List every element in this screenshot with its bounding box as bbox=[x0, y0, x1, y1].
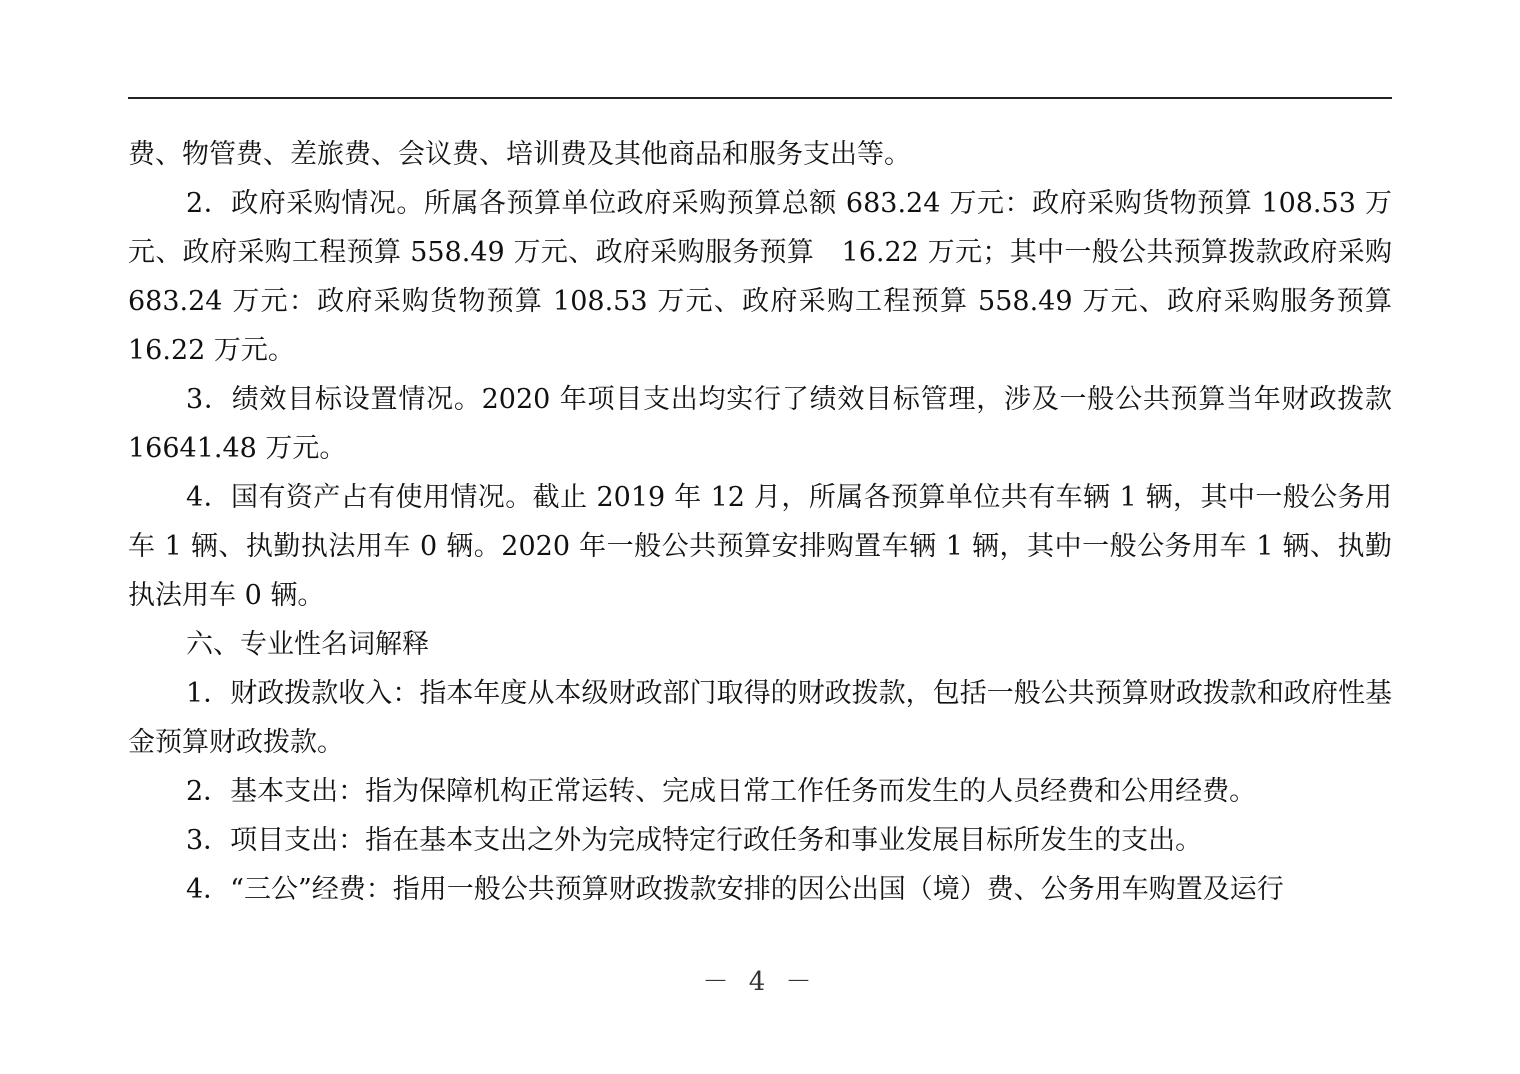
paragraph-government-procurement: 2．政府采购情况。所属各预算单位政府采购预算总额 683.24 万元：政府采购货物预算 108.53 万元、政府采购工程预算 558.49 万元、政府采购服务预算 16.22 万元；其中一般公共预算拨款政府采购 683.24 万元：政府采购货物预算 108.53 万元、政府采购工程预算 558.49 万元、政府采购服务预算 16.22 万元。 bbox=[128, 188, 1392, 366]
paragraph-continuation: 费、物管费、差旅费、会议费、培训费及其他商品和服务支出等。 bbox=[128, 139, 911, 170]
header-rule bbox=[128, 97, 1392, 99]
document-body bbox=[128, 130, 1392, 914]
paragraph-term-fiscal-appropriation: 1．财政拨款收入：指本年度从本级财政部门取得的财政拨款，包括一般公共预算财政拨款和政府性基金预算财政拨款。 bbox=[128, 678, 1392, 758]
paragraph-term-project-expenditure: 3．项目支出：指在基本支出之外为完成特定行政任务和事业发展目标所发生的支出。 bbox=[186, 825, 1203, 856]
paragraph-performance-targets: 3．绩效目标设置情况。2020 年项目支出均实行了绩效目标管理，涉及一般公共预算当年财政拨款 16641.48 万元。 bbox=[128, 384, 1392, 464]
section-heading-terminology: 六、专业性名词解释 bbox=[186, 629, 429, 660]
paragraph-term-basic-expenditure: 2．基本支出：指为保障机构正常运转、完成日常工作任务而发生的人员经费和公用经费。 bbox=[186, 776, 1257, 807]
page-number: － 4 － bbox=[702, 967, 818, 997]
paragraph-term-three-public-expenses: 4．“三公”经费：指用一般公共预算财政拨款安排的因公出国（境）费、公务用车购置及运行 bbox=[186, 874, 1284, 905]
paragraph-state-assets: 4．国有资产占有使用情况。截止 2019 年 12 月，所属各预算单位共有车辆 1 辆，其中一般公务用车 1 辆、执勤执法用车 0 辆。2020 年一般公共预算安排购置车辆 1 辆，其中一般公务用车 1 辆、执勤执法用车 0 辆。 bbox=[128, 482, 1392, 611]
